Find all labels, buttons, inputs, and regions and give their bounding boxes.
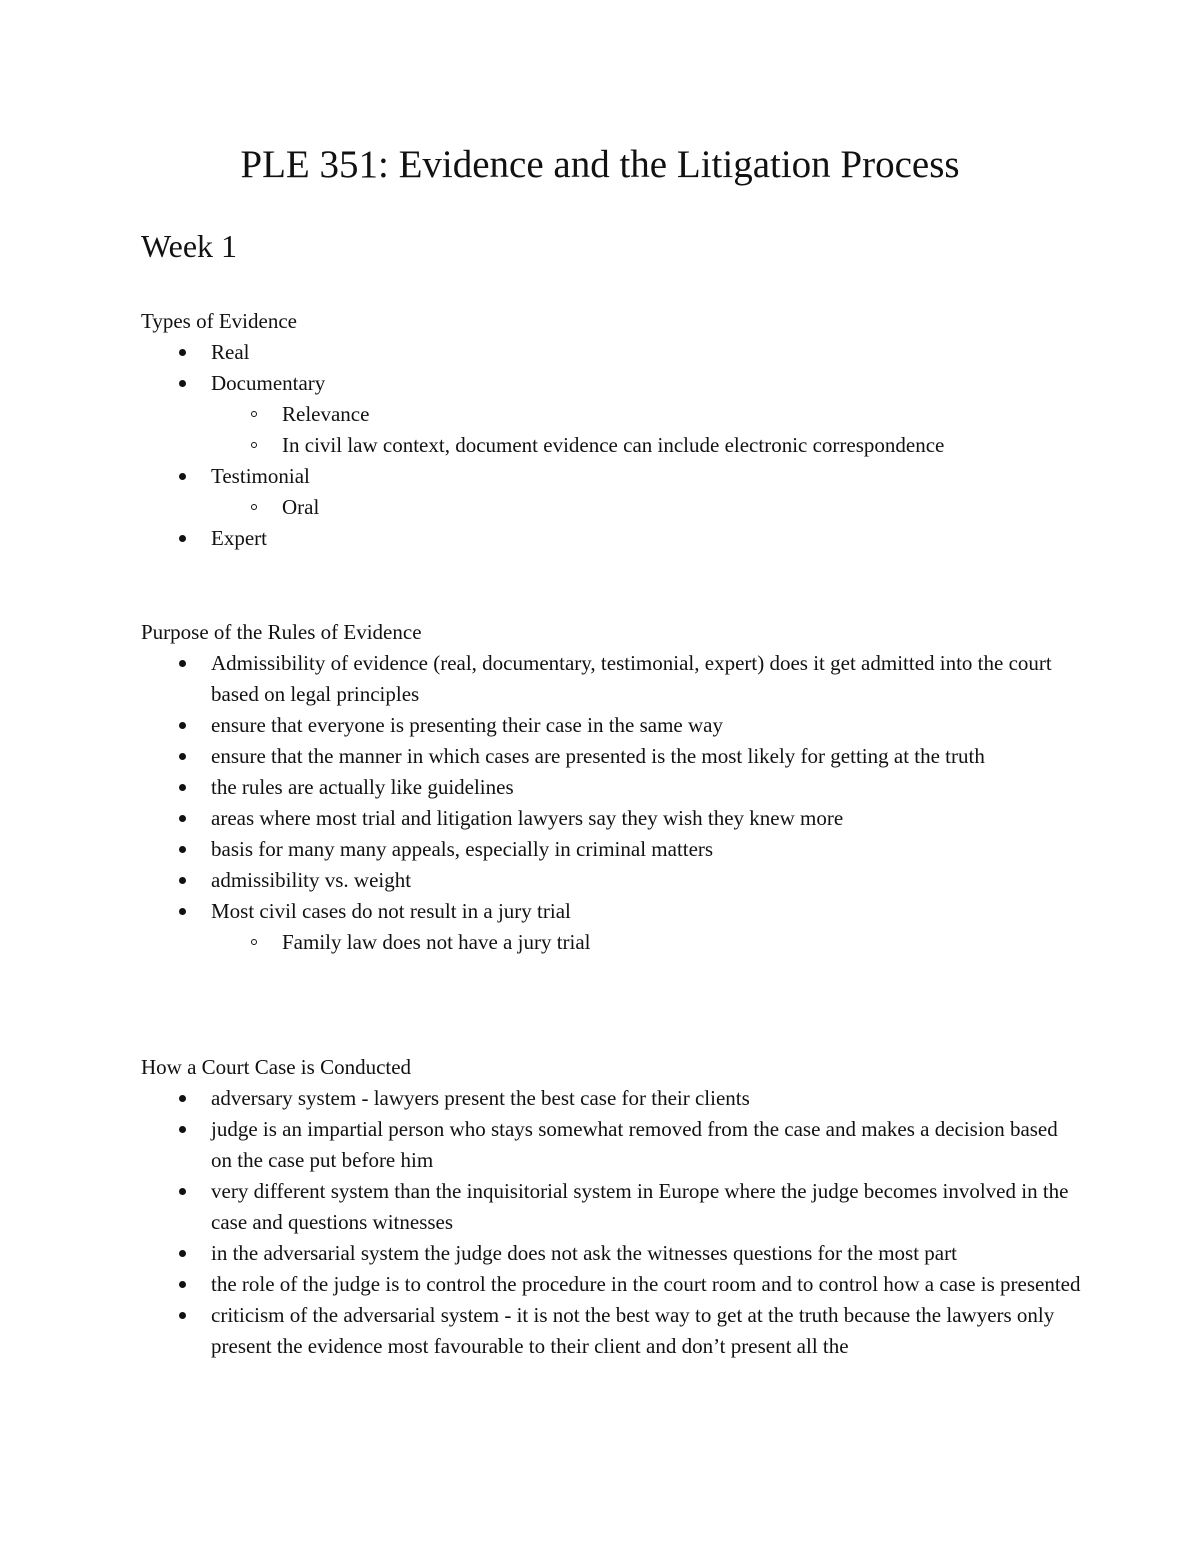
list-item bbox=[141, 368, 1081, 461]
sub-bullet-list bbox=[211, 399, 1081, 461]
list-item-text: very different system than the inquisitorial system in Europe where the judge becomes involved in the case and questions witnesses bbox=[211, 1179, 1069, 1234]
sub-list-item-text: In civil law context, document evidence can include electronic correspondence bbox=[282, 433, 945, 457]
list-item-text: Real bbox=[211, 340, 250, 364]
sub-list-item-text: Family law does not have a jury trial bbox=[282, 930, 591, 954]
sub-bullet-list bbox=[211, 492, 1081, 523]
sub-list-item bbox=[211, 492, 1081, 523]
list-item-text: in the adversarial system the judge does not ask the witnesses questions for the most part bbox=[211, 1241, 957, 1265]
list-item bbox=[141, 1238, 1081, 1269]
week-heading: Week 1 bbox=[141, 228, 238, 264]
list-item bbox=[141, 803, 1081, 834]
list-item-text: admissibility vs. weight bbox=[211, 868, 412, 892]
list-item bbox=[141, 1269, 1081, 1300]
list-item-text: areas where most trial and litigation lawyers say they wish they knew more bbox=[211, 806, 844, 830]
list-item bbox=[141, 523, 1081, 554]
list-item bbox=[141, 1114, 1081, 1176]
bullet-list bbox=[141, 337, 1081, 554]
list-item bbox=[141, 337, 1081, 368]
sub-list-item-text: Relevance bbox=[282, 402, 370, 426]
sub-list-item bbox=[211, 430, 1081, 461]
list-item-text: adversary system - lawyers present the best case for their clients bbox=[211, 1086, 750, 1110]
list-item-text: ensure that everyone is presenting their case in the same way bbox=[211, 713, 723, 737]
list-item bbox=[141, 1083, 1081, 1114]
list-item bbox=[141, 865, 1081, 896]
list-item bbox=[141, 710, 1081, 741]
list-item bbox=[141, 648, 1081, 710]
list-item-text: basis for many many appeals, especially in criminal matters bbox=[211, 837, 714, 861]
sub-list-item bbox=[211, 399, 1081, 430]
list-item bbox=[141, 772, 1081, 803]
list-item-text: criticism of the adversarial system - it is not the best way to get at the truth because the lawyers only present the evidence most favourable to their client and don’t present all the bbox=[211, 1303, 1055, 1358]
list-item-text: the rules are actually like guidelines bbox=[211, 775, 514, 799]
section-heading: How a Court Case is Conducted bbox=[141, 1055, 412, 1079]
list-item-text: Most civil cases do not result in a jury trial bbox=[211, 899, 571, 923]
section-heading: Types of Evidence bbox=[141, 309, 297, 333]
list-item-text: ensure that the manner in which cases are presented is the most likely for getting at the truth bbox=[211, 744, 985, 768]
sub-list-item bbox=[211, 927, 1081, 958]
list-item bbox=[141, 1176, 1081, 1238]
list-item bbox=[141, 834, 1081, 865]
bullet-list bbox=[141, 648, 1081, 958]
list-item bbox=[141, 896, 1081, 958]
list-item bbox=[141, 1300, 1081, 1362]
section-court-case-conducted bbox=[141, 1052, 1081, 1362]
list-item-text: Documentary bbox=[211, 371, 326, 395]
list-item bbox=[141, 741, 1081, 772]
list-item bbox=[141, 461, 1081, 523]
list-item-text: Expert bbox=[211, 526, 267, 550]
sub-list-item-text: Oral bbox=[282, 495, 320, 519]
section-types-of-evidence bbox=[141, 306, 1081, 554]
list-item-text: Testimonial bbox=[211, 464, 310, 488]
bullet-list bbox=[141, 1083, 1081, 1362]
document-title: PLE 351: Evidence and the Litigation Process bbox=[240, 143, 960, 186]
list-item-text: judge is an impartial person who stays somewhat removed from the case and makes a decision based on the case put before him bbox=[211, 1117, 1058, 1172]
list-item-text: the role of the judge is to control the procedure in the court room and to control how a case is presented bbox=[211, 1272, 1081, 1296]
list-item-text: Admissibility of evidence (real, documentary, testimonial, expert) does it get admitted into the court based on legal principles bbox=[211, 651, 1052, 706]
section-purpose-of-rules bbox=[141, 617, 1081, 958]
section-heading: Purpose of the Rules of Evidence bbox=[141, 620, 422, 644]
sub-bullet-list bbox=[211, 927, 1081, 958]
